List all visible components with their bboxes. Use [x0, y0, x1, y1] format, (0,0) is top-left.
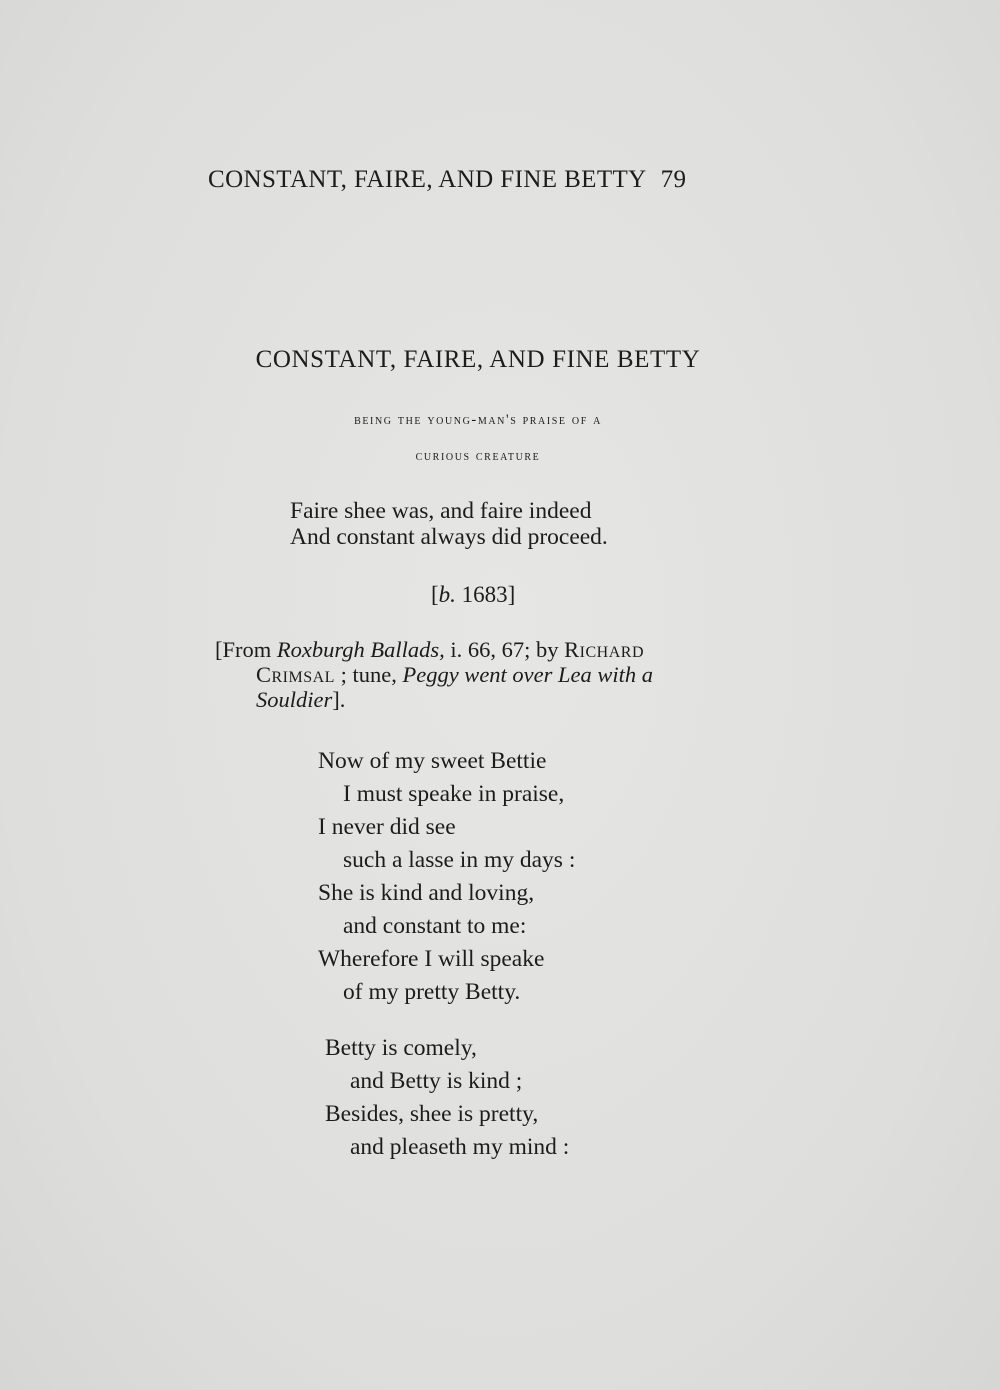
poem-title: CONSTANT, FAIRE, AND FINE BETTY — [255, 346, 701, 373]
source-open: [From — [215, 637, 277, 662]
verse-line: Now of my sweet Bettie — [318, 748, 547, 774]
source-note — [215, 637, 755, 712]
verse-line: Betty is comely, — [325, 1035, 477, 1061]
verse-line: Besides, shee is pretty, — [325, 1101, 539, 1127]
running-head-title: CONSTANT, FAIRE, AND FINE BETTY — [208, 166, 647, 193]
motto — [290, 498, 608, 550]
running-head — [208, 166, 748, 194]
date-abbrev: b. — [438, 582, 456, 607]
date-year: 1683] — [455, 582, 516, 607]
verse-line: She is kind and loving, — [318, 880, 535, 906]
verse-line: and pleaseth my mind : — [350, 1134, 570, 1160]
verse-line: Wherefore I will speake — [318, 946, 545, 972]
verse-line: and constant to me: — [343, 913, 527, 939]
date-bracket: [ — [431, 582, 439, 607]
verse-line: I never did see — [318, 814, 456, 840]
poem-subtitle-line-1: being the young-man's praise of a — [354, 412, 602, 428]
source-book: Roxburgh Ballads, — [276, 637, 445, 662]
source-author-first: Richard — [564, 637, 645, 662]
verse-line: I must speake in praise, — [343, 781, 565, 807]
poem-subtitle-line-2: curious creature — [415, 448, 541, 464]
source-close: ]. — [332, 687, 346, 712]
verse-line: and Betty is kind ; — [350, 1068, 523, 1094]
source-tune-title: Peggy went over Lea with a — [402, 662, 654, 687]
page-number: 79 — [660, 166, 687, 193]
date-note — [431, 582, 515, 608]
verse-line: of my pretty Betty. — [343, 979, 521, 1005]
source-ref: i. 66, 67; by — [444, 637, 565, 662]
motto-line: Faire shee was, and faire indeed — [290, 498, 592, 524]
motto-line: And constant always did proceed. — [290, 524, 608, 550]
source-author-last: Crimsal — [256, 662, 335, 687]
source-tune-label: ; tune, — [334, 662, 403, 687]
source-tune-title-end: Souldier — [256, 687, 333, 712]
verse-line: such a lasse in my days : — [343, 847, 576, 873]
